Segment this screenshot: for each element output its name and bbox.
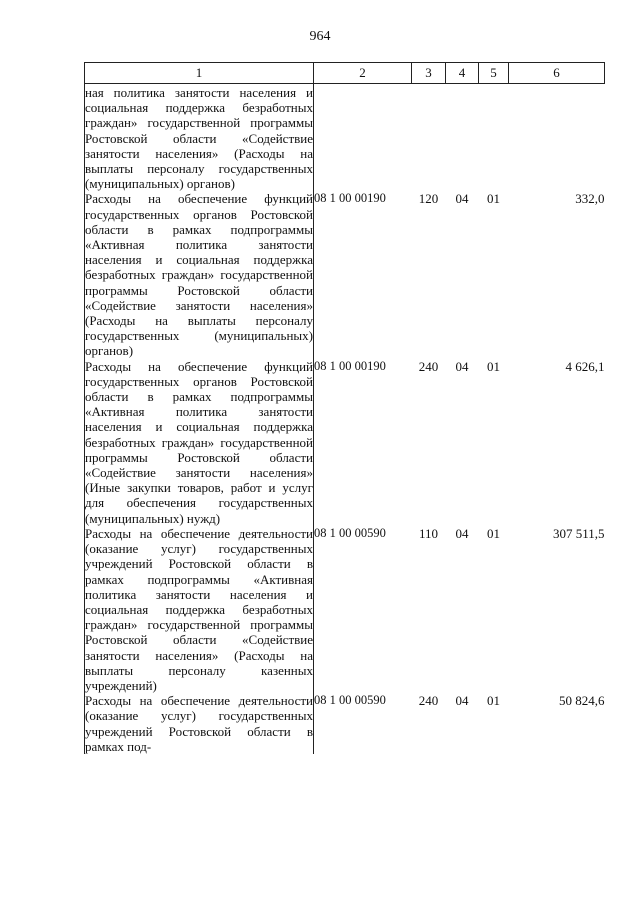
row-description: Расходы на обеспечение деятельности (оказание услуг) государственных учреждений Ростовской области в рамках подпрограммы «Активная политика занятости населения и социальная поддержка безработных граждан» государственной программы Ростовской области «Содействие занятости населения» (Расходы на выплаты персоналу казенных учреждений) bbox=[85, 525, 313, 693]
row-expense-type: 240 bbox=[418, 358, 439, 374]
row-subsection: 01 bbox=[487, 191, 500, 207]
row-target-code: 08 1 00 00190 bbox=[314, 191, 386, 206]
row-description: Расходы на обеспечение функций государственных органов Ростовской области в рамках подпрограммы «Активная политика занятости населения и социальная поддержка безработных граждан» государственной программы Ростовской области «Содействие занятости населения» (Иные закупки товаров, работ и услуг для обеспечения государственных (муниципальных) нужд) bbox=[85, 358, 313, 526]
row-section: 04 bbox=[455, 693, 469, 709]
budget-table bbox=[84, 62, 605, 754]
column-header-4: 4 bbox=[446, 63, 479, 84]
table-row bbox=[85, 84, 605, 192]
column-header-5: 5 bbox=[479, 63, 509, 84]
row-expense-type: 120 bbox=[418, 191, 439, 207]
column-header-1: 1 bbox=[85, 63, 314, 84]
row-expense-type bbox=[412, 84, 446, 192]
row-section: 04 bbox=[455, 525, 469, 541]
row-expense-type: 240 bbox=[418, 693, 439, 709]
row-expense-type: 110 bbox=[418, 525, 439, 541]
row-amount: 307 511,5 bbox=[552, 525, 605, 541]
row-target-code: 08 1 00 00190 bbox=[314, 358, 386, 373]
column-header-6: 6 bbox=[509, 63, 605, 84]
table-row bbox=[85, 359, 605, 526]
row-amount: 50 824,6 bbox=[559, 693, 605, 709]
table-header bbox=[85, 63, 605, 84]
row-section: 04 bbox=[455, 358, 469, 374]
table-row bbox=[85, 526, 605, 693]
table-row bbox=[85, 693, 605, 754]
row-section bbox=[446, 84, 479, 192]
row-amount: 332,0 bbox=[575, 191, 605, 207]
row-target-code: 08 1 00 00590 bbox=[314, 693, 386, 708]
header-row bbox=[85, 63, 605, 84]
row-description: Расходы на обеспечение функций государственных органов Ростовской области в рамках подпрограммы «Активная политика занятости населения и социальная поддержка безработных граждан» государственной программы Ростовской области «Содействие занятости населения» (Расходы на выплаты персоналу государственных (муниципальных) органов) bbox=[85, 191, 313, 359]
row-amount bbox=[509, 84, 605, 192]
row-subsection bbox=[479, 84, 509, 192]
row-subsection: 01 bbox=[487, 525, 500, 541]
column-header-2: 2 bbox=[314, 63, 412, 84]
table-body bbox=[85, 84, 605, 754]
row-subsection: 01 bbox=[487, 358, 500, 374]
row-section: 04 bbox=[455, 191, 469, 207]
row-description: ная политика занятости населения и социальная поддержка безработных граждан» государственной программы Ростовской области «Содействие занятости населения» (Расходы на выплаты персоналу государственных (муниципальных) органов) bbox=[85, 85, 313, 192]
row-target-code: 08 1 00 00590 bbox=[314, 525, 386, 540]
row-amount: 4 626,1 bbox=[565, 358, 605, 374]
column-header-3: 3 bbox=[412, 63, 446, 84]
table-row bbox=[85, 191, 605, 358]
row-description: Расходы на обеспечение деятельности (оказание услуг) государственных учреждений Ростовской области в рамках под- bbox=[85, 693, 313, 754]
row-subsection: 01 bbox=[487, 693, 500, 709]
row-target-code bbox=[314, 84, 412, 192]
page-number: 964 bbox=[309, 29, 331, 44]
